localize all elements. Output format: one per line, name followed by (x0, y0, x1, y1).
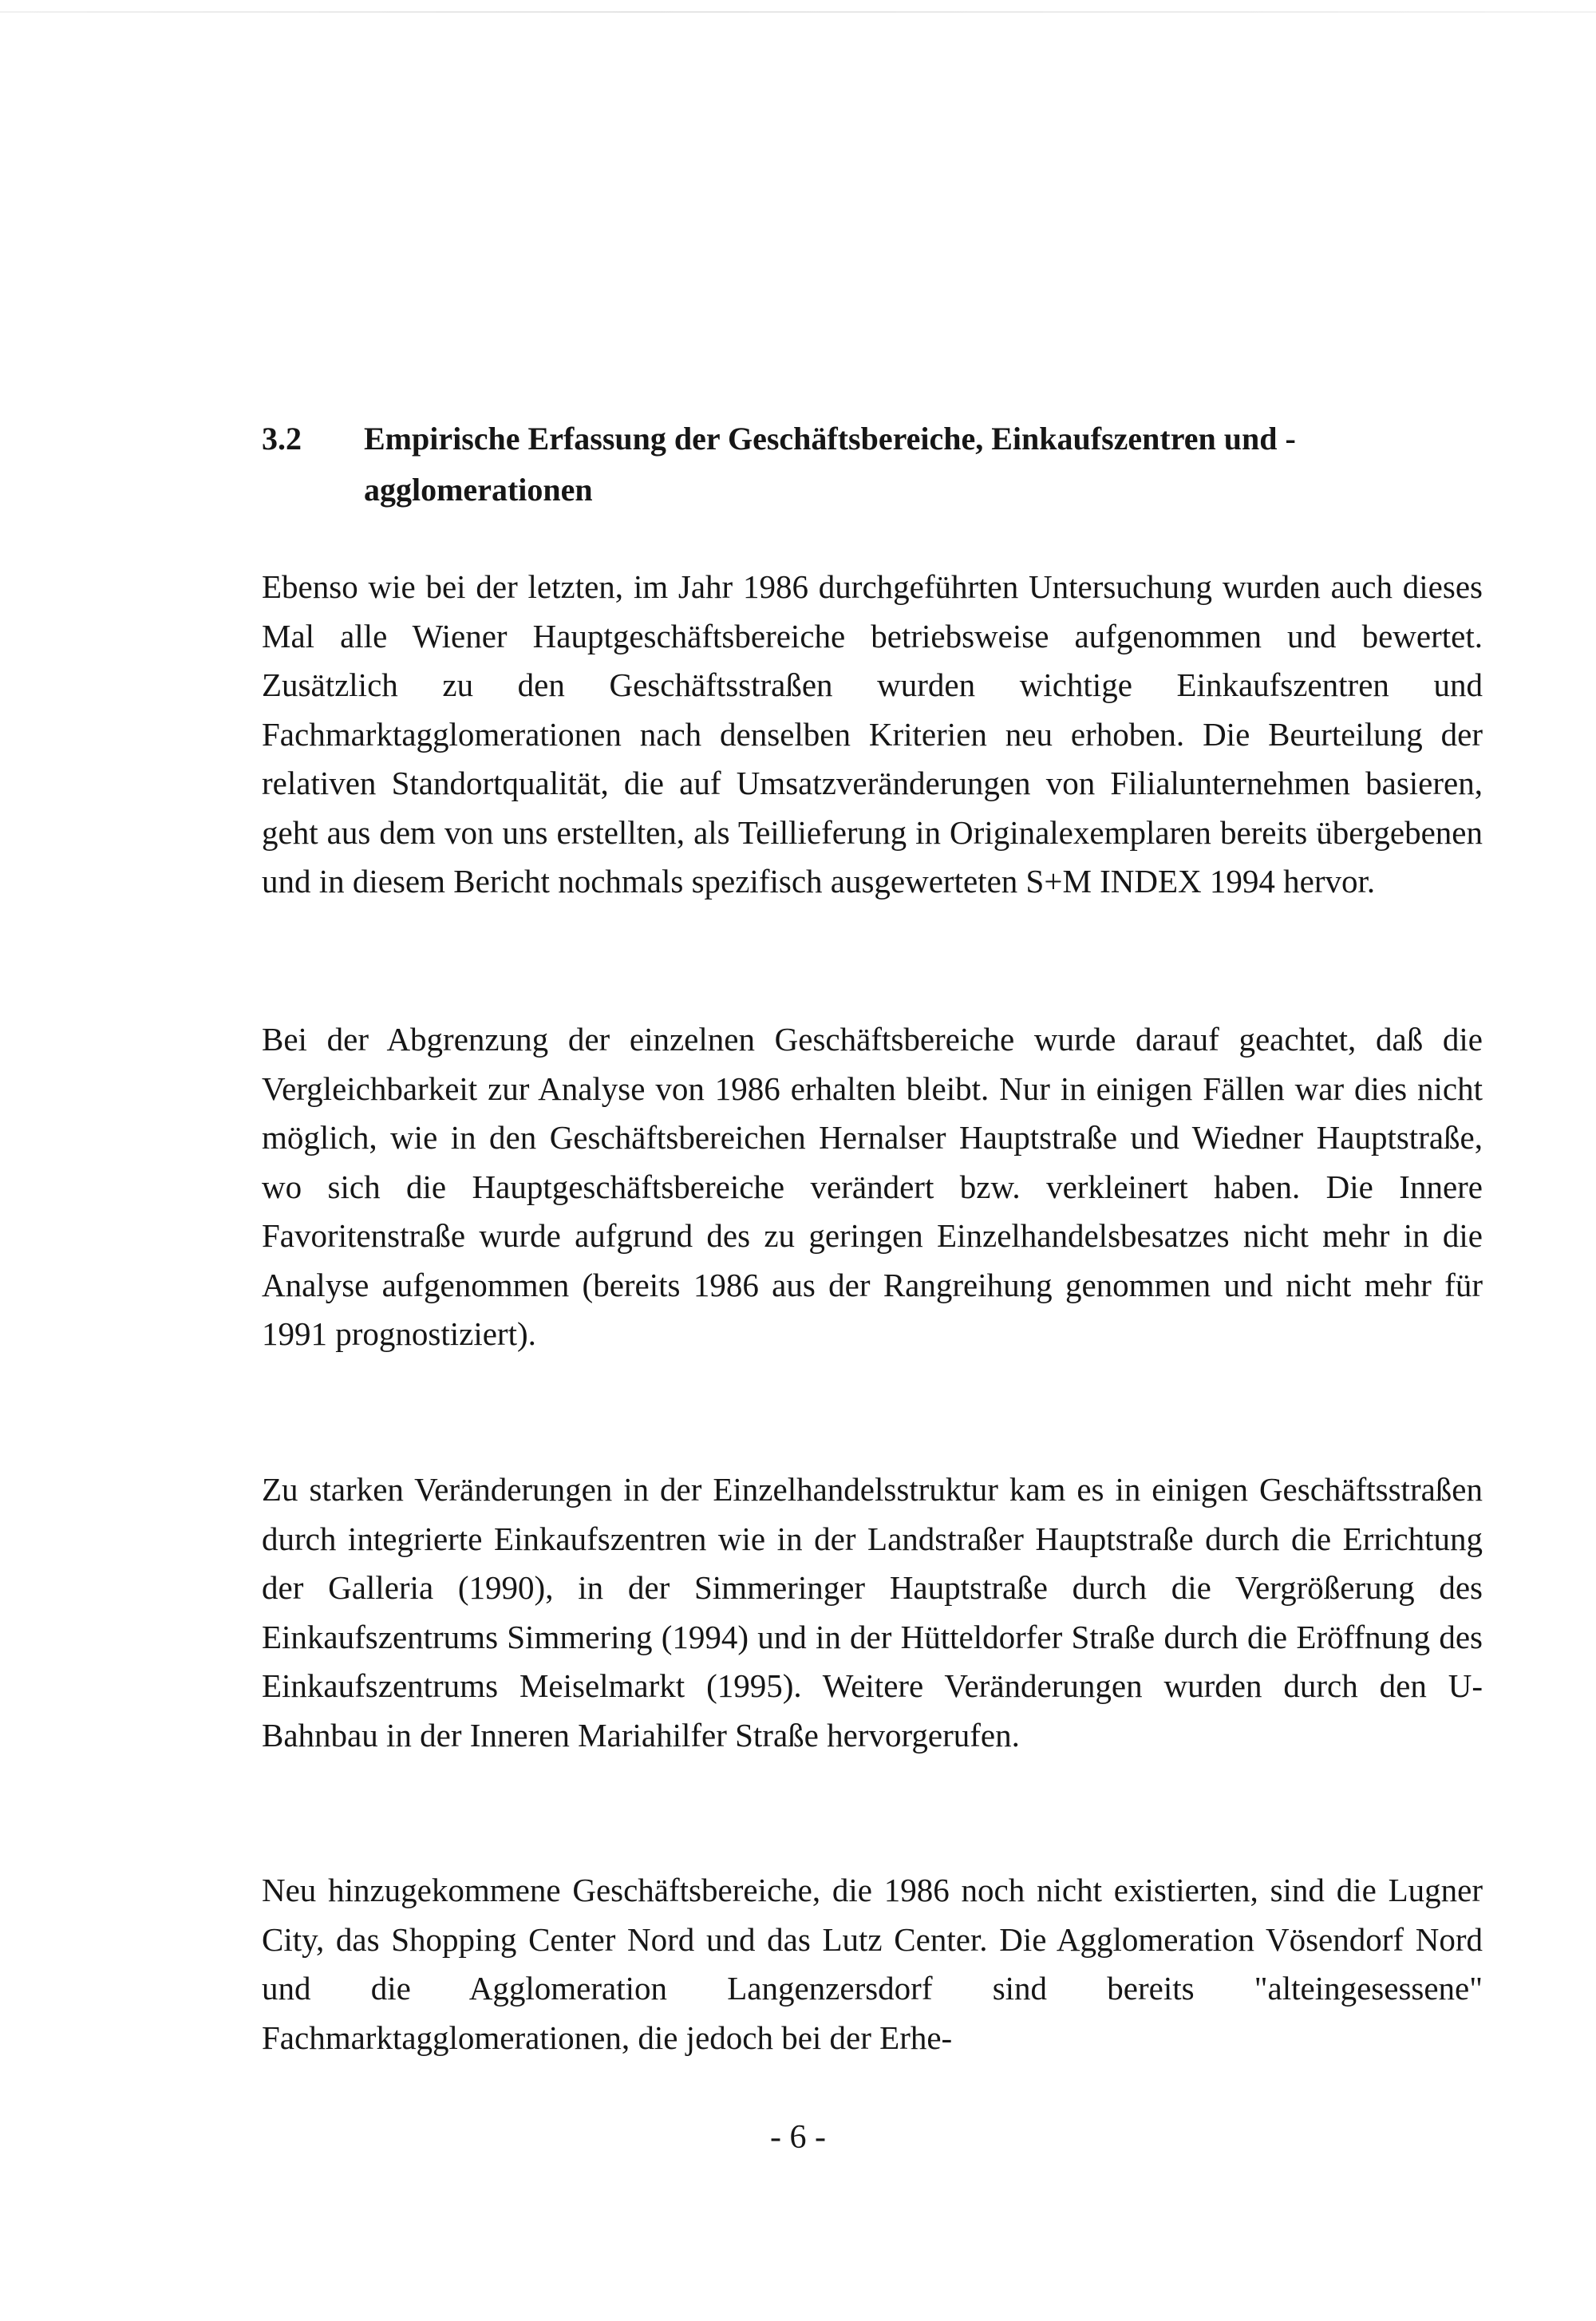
page-number: - 6 - (770, 2119, 826, 2156)
paragraph-3: Zu starken Veränderungen in der Einzelhandelsstruktur kam es in einigen Geschäftsstraßen durch integrierte Einkaufszentren wie in der Landstraßer Hauptstraße durch die Errichtung der Galleria (1990), in der Simmeringer Hauptstraße durch die Vergrößerung des Einkaufszentrums Simmering (1994) und in der Hütteldorfer Straße durch die Eröffnung des Einkaufszentrums Meiselmarkt (1995). Weitere Veränderungen wurden durch den U-Bahnbau in der Inneren Mariahilfer Straße hervorgerufen. (262, 1471, 1483, 1754)
paragraph-4: Neu hinzugekommene Geschäftsbereiche, die 1986 noch nicht existierten, sind die Lugner City, das Shopping Center Nord und das Lutz Center. Die Agglomeration Vösendorf Nord und die Agglomeration Langenzersdorf sind bereits "alteingesessene" Fachmarktagglomerationen, die jedoch bei der Erhe- (262, 1872, 1483, 2056)
section-heading (262, 413, 1483, 516)
section-number: 3.2 (262, 421, 302, 457)
scan-edge-line (0, 11, 1596, 13)
paragraph-1: Ebenso wie bei der letzten, im Jahr 1986 durchgeführten Untersuchung wurden auch dieses Mal alle Wiener Hauptgeschäftsbereiche betriebsweise aufgenommen und bewertet. Zusätzlich zu den Geschäftsstraßen wurden wichtige Einkaufszentren und Fachmarktagglomerationen nach denselben Kriterien neu erhoben. Die Beurteilung der relativen Standortqualität, die auf Umsatzveränderungen von Filialunternehmen basieren, geht aus dem von uns erstellten, als Teillieferung in Originalexemplaren bereits übergebenen und in diesem Bericht nochmals spezifisch ausgewerteten S+M INDEX 1994 hervor. (262, 568, 1483, 900)
section-title: Empirische Erfassung der Geschäftsbereiche, Einkaufszentren und -agglomerationen (364, 421, 1296, 508)
paragraph-2: Bei der Abgrenzung der einzelnen Geschäftsbereiche wurde darauf geachtet, daß die Vergleichbarkeit zur Analyse von 1986 erhalten bleibt. Nur in einigen Fällen war dies nicht möglich, wie in den Geschäftsbereichen Hernalser Hauptstraße und Wiedner Hauptstraße, wo sich die Hauptgeschäftsbereiche verändert bzw. verkleinert haben. Die Innere Favoritenstraße wurde aufgrund des zu geringen Einzelhandelsbesatzes nicht mehr in die Analyse aufgenommen (bereits 1986 aus der Rangreihung genommen und nicht mehr für 1991 prognostiziert). (262, 1021, 1483, 1352)
